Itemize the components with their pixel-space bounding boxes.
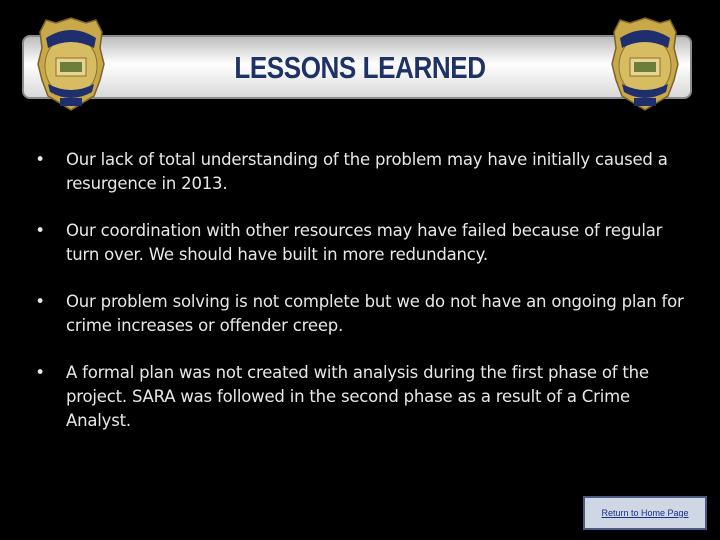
slide-title: LESSONS LEARNED	[234, 50, 486, 85]
bullet-item	[30, 361, 690, 433]
bullet-item	[30, 148, 690, 196]
return-home-link[interactable]: Return to Home Page	[601, 508, 689, 518]
bullet-text: Our lack of total understanding of the problem may have initially caused a resurgence in 2013.	[66, 150, 668, 193]
bullet-icon: •	[35, 221, 45, 240]
police-badge-icon	[608, 14, 682, 114]
bullet-icon: •	[35, 292, 45, 311]
police-badge-icon	[34, 14, 108, 114]
bullet-text: Our problem solving is not complete but we do not have an ongoing plan for crime increases or offender creep.	[66, 292, 684, 335]
bullet-item	[30, 290, 690, 338]
return-home-button[interactable]	[583, 496, 707, 530]
bullet-icon: •	[35, 363, 45, 382]
bullet-text: Our coordination with other resources may have failed because of regular turn over. We should have built in more redundancy.	[66, 221, 663, 264]
bullet-text: A formal plan was not created with analysis during the first phase of the project. SARA was followed in the second phase as a result of a Crime Analyst.	[66, 363, 649, 430]
bullet-item	[30, 219, 690, 267]
bullet-list	[30, 148, 690, 456]
bullet-icon: •	[35, 150, 45, 169]
